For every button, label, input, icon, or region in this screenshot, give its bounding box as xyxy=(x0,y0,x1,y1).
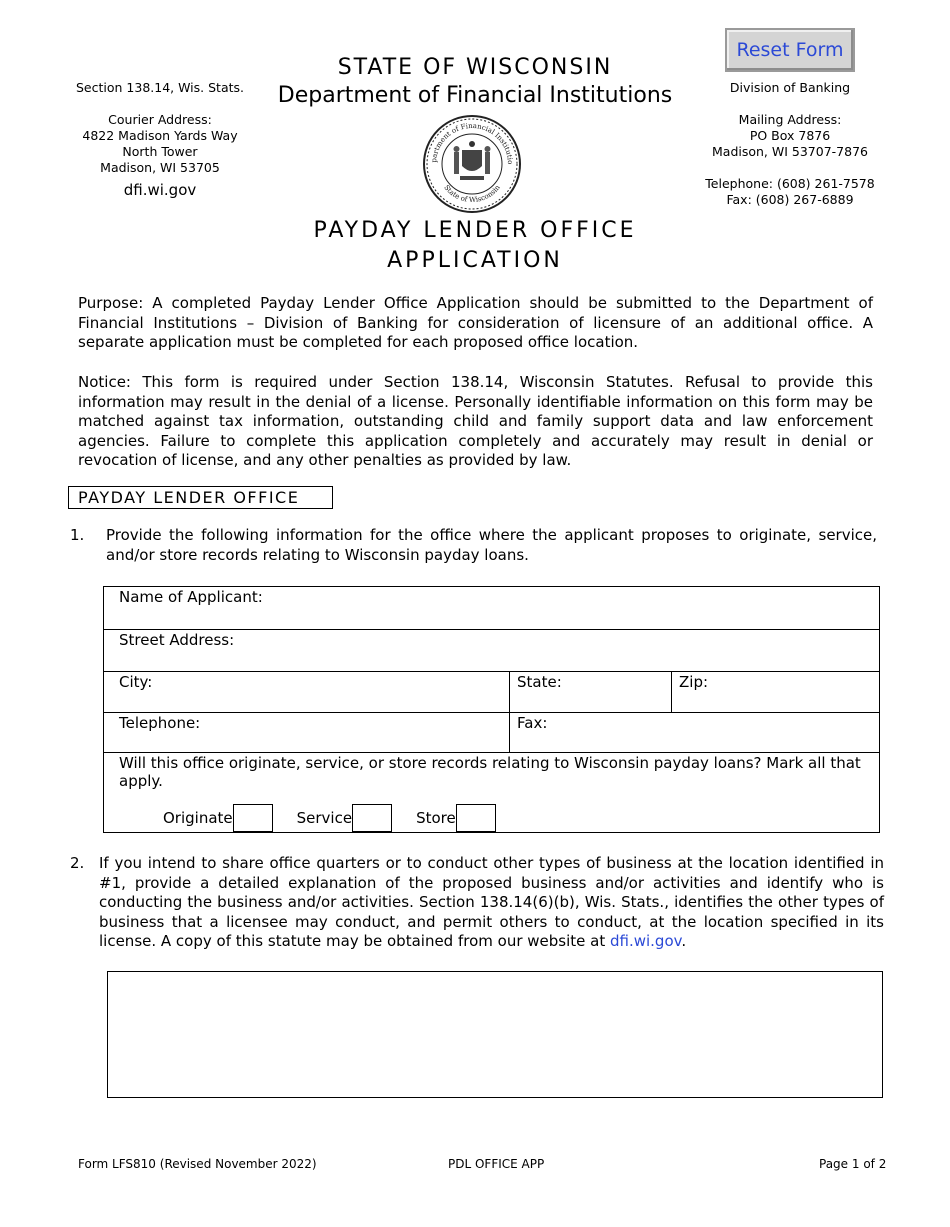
state-cell xyxy=(510,672,672,713)
mailing-line1: PO Box 7876 xyxy=(749,128,831,143)
division-name: Division of Banking xyxy=(729,80,851,95)
mailing-address-block xyxy=(690,80,890,208)
q1-text: Provide the following information for the office where the applicant proposes to originate, service, and/or store records relating to Wisconsin payday loans. xyxy=(106,526,877,564)
courier-line2: North Tower xyxy=(122,144,198,159)
fax-cell xyxy=(510,713,880,753)
city-input[interactable] xyxy=(119,691,470,709)
seal-bottom-text: State of Wisconsin xyxy=(442,183,502,205)
activities-cell xyxy=(104,753,880,833)
state-seal-icon xyxy=(422,114,522,214)
footer-page-number: Page 1 of 2 xyxy=(819,1157,887,1171)
section-heading: PAYDAY LENDER OFFICE xyxy=(68,486,333,509)
footer-short-name: PDL OFFICE APP xyxy=(448,1157,545,1171)
courier-address-block xyxy=(60,80,260,198)
courier-line1: 4822 Madison Yards Way xyxy=(82,128,238,143)
zip-label: Zip: xyxy=(679,673,709,691)
name-input[interactable] xyxy=(119,606,803,624)
title-line1: PAYDAY LENDER OFFICE xyxy=(313,218,637,243)
dfi-website-link[interactable]: dfi.wi.gov xyxy=(609,932,682,951)
service-checkbox[interactable] xyxy=(352,804,392,832)
fax-label: Fax: xyxy=(517,714,548,732)
mailing-label: Mailing Address: xyxy=(738,112,842,127)
title-line2: APPLICATION xyxy=(387,248,563,273)
street-input[interactable] xyxy=(119,649,803,667)
courier-line3: Madison, WI 53705 xyxy=(100,160,220,175)
telephone-input[interactable] xyxy=(119,732,470,750)
q2-number: 2. xyxy=(70,854,85,872)
state-name: STATE OF WISCONSIN xyxy=(337,55,613,80)
activities-question: Will this office originate, service, or store records relating to Wisconsin payday loans? Mark all that apply. xyxy=(119,754,861,790)
telephone-cell xyxy=(104,713,510,753)
store-checkbox[interactable] xyxy=(456,804,496,832)
fax-text: Fax: (608) 267-6889 xyxy=(726,192,854,207)
notice-paragraph: Notice: This form is required under Section 138.14, Wisconsin Statutes. Refusal to provide this information may result in the denial of a license. Personally identifiable information on this form may be matched against tax information, outstanding child and family support data and law enforcement agencies. Failure to complete this application completely and accurately may result in denial or revocation of license, and any other penalties as provided by law. xyxy=(78,373,873,470)
name-cell xyxy=(104,587,880,630)
service-label: Service xyxy=(296,809,353,827)
telephone-label: Telephone: xyxy=(119,714,201,732)
street-cell xyxy=(104,630,880,672)
q2-answer-input[interactable] xyxy=(108,972,886,1101)
telephone-text: Telephone: (608) 261-7578 xyxy=(705,176,875,191)
department-name: Department of Financial Institutions xyxy=(277,83,673,108)
originate-label: Originate xyxy=(163,809,233,827)
q2-text-end: . xyxy=(681,932,687,951)
zip-cell xyxy=(672,672,880,713)
street-label: Street Address: xyxy=(119,631,235,649)
q1-number: 1. xyxy=(70,526,85,544)
state-input[interactable] xyxy=(517,691,656,709)
footer-form-id: Form LFS810 (Revised November 2022) xyxy=(78,1157,317,1171)
state-label: State: xyxy=(517,673,562,691)
page-title xyxy=(260,216,690,276)
originate-checkbox[interactable] xyxy=(233,804,273,832)
store-label: Store xyxy=(416,809,456,827)
q2-text xyxy=(99,854,884,952)
seal-top-text: partment of Financial Institutio xyxy=(429,121,515,165)
office-info-table xyxy=(103,586,880,833)
fax-input[interactable] xyxy=(517,732,843,750)
statute-reference: Section 138.14, Wis. Stats. xyxy=(76,80,244,95)
city-cell xyxy=(104,672,510,713)
zip-input[interactable] xyxy=(679,691,859,709)
website-text: dfi.wi.gov xyxy=(123,181,197,199)
purpose-paragraph: Purpose: A completed Payday Lender Office Application should be submitted to the Department of Financial Institutions – Division of Banking for consideration of licensure of an additional office. A separate application must be completed for each proposed office location. xyxy=(78,294,873,352)
q2-text-body: If you intend to share office quarters or to conduct other types of business at the location identified in #1, provide a detailed explanation of the proposed business and/or activities and identify who is conducting the business and/or activities. Section 138.14(6)(b), Wis. Stats., identifies the other types of business that a licensee may conduct, and permit others to conduct, at the location specified in its license. A copy of this statute may be obtained from our website at xyxy=(99,854,884,951)
city-label: City: xyxy=(119,673,153,691)
mailing-line2: Madison, WI 53707-7876 xyxy=(712,144,868,159)
courier-label: Courier Address: xyxy=(108,112,212,127)
reset-form-button[interactable]: Reset Form xyxy=(725,28,855,72)
activities-checkbox-row xyxy=(119,804,879,832)
agency-title xyxy=(260,54,690,110)
q2-answer-box xyxy=(107,971,883,1098)
name-label: Name of Applicant: xyxy=(119,588,263,606)
